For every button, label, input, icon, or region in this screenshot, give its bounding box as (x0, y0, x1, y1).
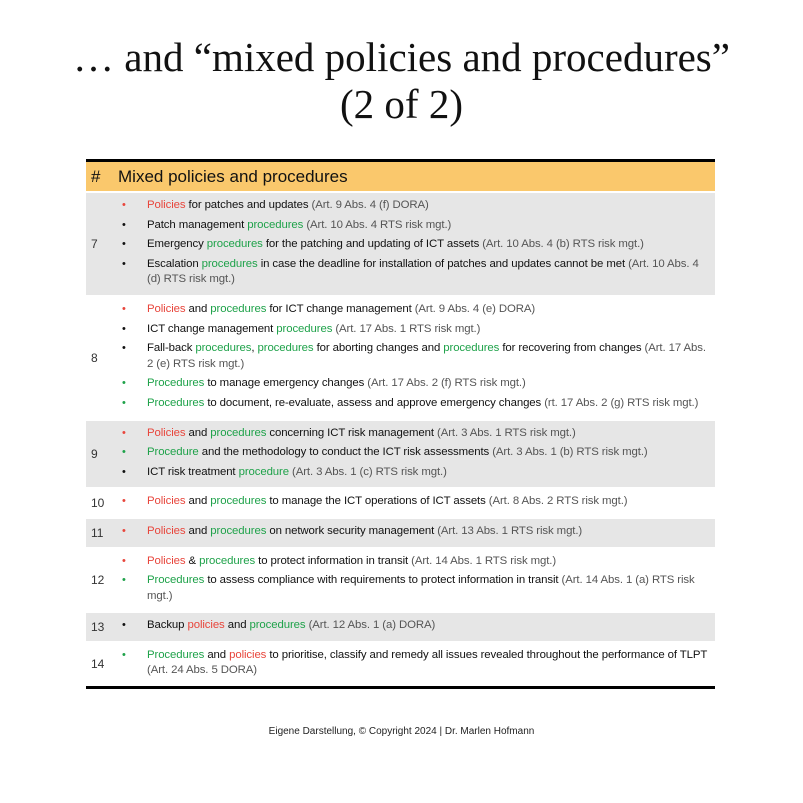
legal-reference: (Art. 14 Abs. 1 (a) RTS risk mgt.) (147, 574, 695, 602)
table-row (86, 191, 715, 295)
item-text: to assess compliance with requirements to protect information in transit (204, 574, 562, 587)
bullet-list (115, 421, 715, 488)
legal-reference: (Art. 3 Abs. 1 RTS risk mgt.) (437, 426, 576, 439)
item-text: concerning ICT risk management (266, 426, 437, 439)
legal-reference: (Art. 3 Abs. 1 (c) RTS risk mgt.) (288, 465, 447, 478)
bullet-list (115, 297, 715, 419)
list-item (115, 302, 711, 318)
item-text: , (251, 342, 258, 355)
procedure-term: procedures (257, 342, 314, 355)
list-item (115, 198, 711, 214)
table-row (86, 419, 715, 488)
item-text: Escalation (147, 257, 202, 270)
item-text: for patches and updates (185, 199, 312, 211)
list-item (115, 494, 711, 510)
item-text: and (185, 495, 211, 508)
item-text: and (185, 302, 211, 315)
legal-reference: (Art. 9 Abs. 4 (e) DORA) (414, 302, 536, 315)
legal-reference: (Art. 12 Abs. 1 (a) DORA) (305, 619, 436, 632)
item-text: for the patching and updating of ICT assets (262, 238, 483, 251)
policy-term: policies (187, 619, 225, 632)
legal-reference: (Art. 8 Abs. 2 RTS risk mgt.) (488, 495, 628, 508)
title-line-1: … and “mixed policies and procedures” (73, 34, 730, 80)
procedure-term: Procedures (147, 396, 205, 409)
procedure-term: procedures (210, 495, 267, 508)
item-text: for recovering from changes (499, 342, 645, 355)
list-item (115, 573, 711, 604)
item-text: Emergency (147, 238, 207, 251)
procedure-term: procedures (210, 524, 267, 537)
header-number: # (91, 166, 101, 186)
item-text: and (204, 648, 230, 661)
slide-title (0, 34, 803, 128)
legal-reference: (Art. 17 Abs. 1 RTS risk mgt.) (332, 322, 481, 335)
list-item (115, 426, 711, 442)
list-item (115, 524, 711, 540)
row-number: 8 (91, 350, 98, 365)
item-text: and (185, 524, 211, 537)
legal-reference: (Art. 10 Abs. 4 (b) RTS risk mgt.) (482, 238, 644, 251)
legal-reference: (Art. 17 Abs. 2 (e) RTS risk mgt.) (147, 342, 706, 370)
item-text: in case the deadline for installation of patches and updates cannot be met (257, 257, 629, 270)
list-item (115, 237, 711, 253)
table-row (86, 547, 715, 612)
item-text: Backup (147, 619, 188, 632)
bullet-list (115, 613, 715, 641)
bullet-list (115, 193, 715, 295)
list-item (115, 376, 711, 392)
procedure-term: procedures (195, 342, 252, 355)
item-text: on network security management (266, 524, 438, 537)
item-text: and the methodology to conduct the ICT risk assessments (198, 446, 493, 459)
row-number: 7 (91, 236, 98, 251)
table-row (86, 641, 715, 686)
item-text: for ICT change management (266, 302, 415, 315)
procedure-term: procedures (210, 302, 267, 315)
procedure-term: Procedures (147, 377, 205, 390)
procedure-term: procedures (247, 218, 304, 231)
procedure-term: procedures (249, 619, 306, 632)
list-item (115, 618, 711, 634)
footer-copyright: Eigene Darstellung, © Copyright 2024 | Dr. Marlen Hofmann (268, 726, 535, 737)
item-text: Fall-back (147, 342, 196, 355)
procedure-term: procedures (443, 342, 500, 355)
item-text: to manage emergency changes (204, 377, 368, 390)
procedure-term: Procedure (147, 446, 199, 459)
policies-table (86, 159, 715, 689)
procedure-term: procedures (276, 322, 333, 335)
policy-term: Policies (147, 302, 186, 315)
policy-term: Policies (147, 426, 186, 439)
item-text: ICT risk treatment (147, 465, 239, 478)
item-text: and (224, 619, 250, 632)
table-bottom-rule (86, 686, 715, 689)
item-text: Patch management (147, 218, 248, 231)
legal-reference: (Art. 10 Abs. 4 (d) RTS risk mgt.) (147, 257, 699, 286)
table-row (86, 517, 715, 547)
list-item (115, 465, 711, 481)
row-number: 12 (91, 572, 105, 587)
list-item (115, 648, 711, 679)
item-text: and (185, 426, 211, 439)
list-item (115, 445, 711, 461)
procedure-term: procedures (210, 426, 267, 439)
list-item (115, 257, 711, 288)
policy-term: Policies (147, 495, 186, 508)
item-text: to prioritise, classify and remedy all issues revealed throughout the performance of TLPT (266, 648, 708, 661)
procedure-term: Procedures (147, 574, 205, 587)
bullet-list (115, 643, 715, 686)
list-item (115, 322, 711, 338)
row-number: 10 (91, 496, 105, 511)
list-item (115, 554, 711, 570)
procedure-term: procedure (238, 465, 289, 478)
legal-reference: (Art. 10 Abs. 4 RTS risk mgt.) (303, 218, 452, 231)
legal-reference: (Art. 24 Abs. 5 DORA) (147, 664, 257, 677)
legal-reference: (Art. 13 Abs. 1 RTS risk mgt.) (437, 524, 583, 537)
policy-term: Policies (147, 524, 186, 537)
bullet-list (115, 489, 715, 517)
item-text: & (185, 554, 200, 567)
item-text: for aborting changes and (313, 342, 444, 355)
legal-reference: (Art. 3 Abs. 1 (b) RTS risk mgt.) (492, 446, 648, 459)
row-number: 13 (91, 620, 105, 635)
policy-term: policies (229, 648, 267, 661)
table-row (86, 487, 715, 517)
legal-reference: (Art. 14 Abs. 1 RTS risk mgt.) (411, 554, 557, 567)
list-item (115, 218, 711, 234)
bullet-list (115, 519, 715, 547)
bullet-list (115, 549, 715, 612)
item-text: to manage the ICT operations of ICT assets (266, 495, 489, 508)
list-item (115, 396, 711, 412)
procedure-term: procedures (206, 238, 263, 251)
table-row (86, 611, 715, 641)
row-number: 9 (91, 446, 98, 461)
procedure-term: Procedures (147, 648, 205, 661)
policy-term: Policies (147, 199, 186, 211)
row-number: 14 (91, 657, 105, 672)
item-text: to protect information in transit (255, 554, 412, 567)
item-text: to document, re-evaluate, assess and approve emergency changes (204, 396, 545, 409)
legal-reference: (Art. 17 Abs. 2 (f) RTS risk mgt.) (367, 377, 526, 390)
procedure-term: procedures (199, 554, 256, 567)
policy-term: Policies (147, 554, 186, 567)
table-row (86, 295, 715, 419)
legal-reference: (rt. 17 Abs. 2 (g) RTS risk mgt.) (544, 396, 699, 409)
legal-reference: (Art. 9 Abs. 4 (f) DORA) (311, 199, 429, 211)
list-item (115, 341, 711, 372)
table-body (86, 191, 715, 686)
table-header (86, 162, 715, 191)
item-text: ICT change management (147, 322, 277, 335)
header-label: Mixed policies and procedures (118, 166, 348, 186)
title-line-2: (2 of 2) (340, 81, 463, 127)
row-number: 11 (91, 525, 104, 540)
procedure-term: procedures (201, 257, 258, 270)
